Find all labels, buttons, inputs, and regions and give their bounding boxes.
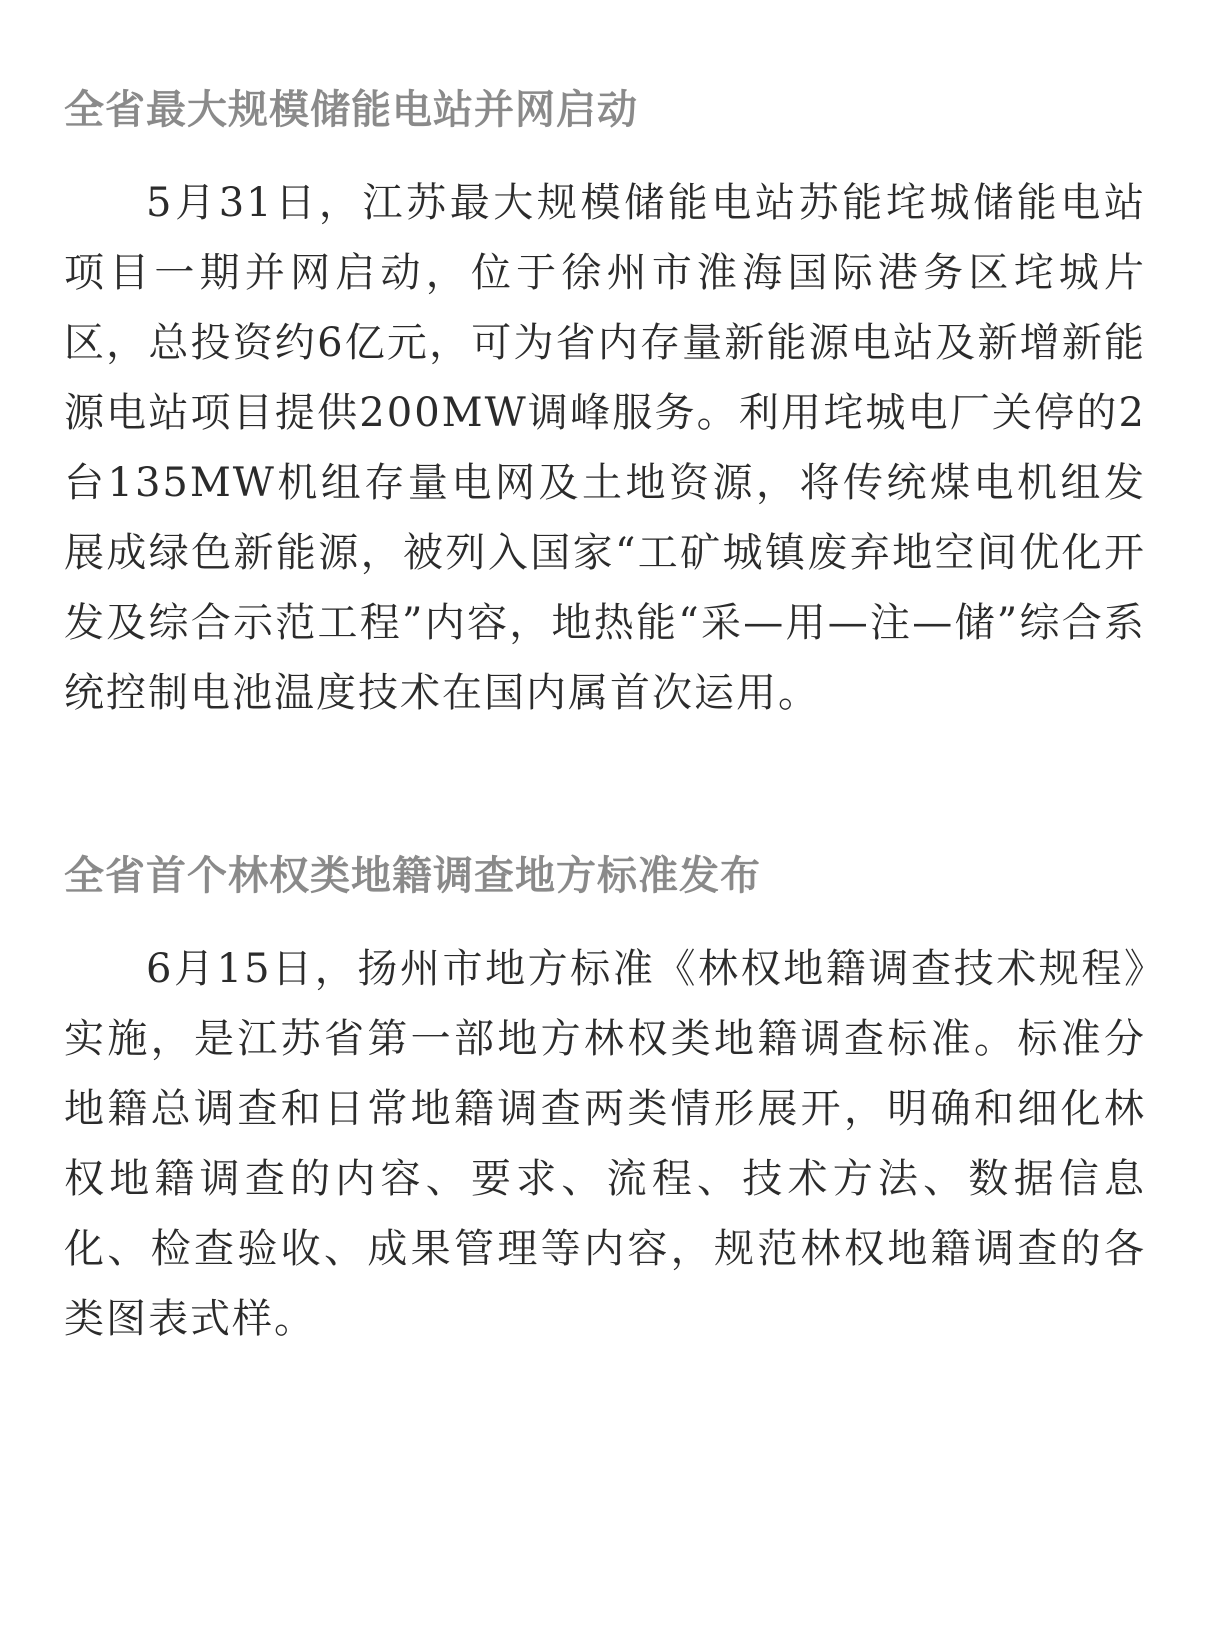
section-title-energy-storage: 全省最大规模储能电站并网启动 <box>64 87 638 133</box>
section-body-energy-storage: 5月31日，江苏最大规模储能电站苏能垞城储能电站项目一期并网启动，位于徐州市淮海国际港务区垞城片区，总投资约6亿元，可为省内存量新能源电站及新增新能源电站项目提供200MW调峰服务。利用垞城电厂关停的2台135MW机组存量电网及土地资源，将传统煤电机组发展成绿色新能源，被列入国家“工矿城镇废弃地空间优化开发及综合示范工程”内容，地热能“采—用—注—储”综合系统控制电池温度技术在国内属首次运用。 <box>64 180 1146 716</box>
section-body-forest-cadastral-standard: 6月15日，扬州市地方标准《林权地籍调查技术规程》实施，是江苏省第一部地方林权类地籍调查标准。标准分地籍总调查和日常地籍调查两类情形展开，明确和细化林权地籍调查的内容、要求、流程、技术方法、数据信息化、检查验收、成果管理等内容，规范林权地籍调查的各类图表式样。 <box>64 946 1146 1342</box>
section-title-forest-cadastral-standard: 全省首个林权类地籍调查地方标准发布 <box>64 853 761 899</box>
